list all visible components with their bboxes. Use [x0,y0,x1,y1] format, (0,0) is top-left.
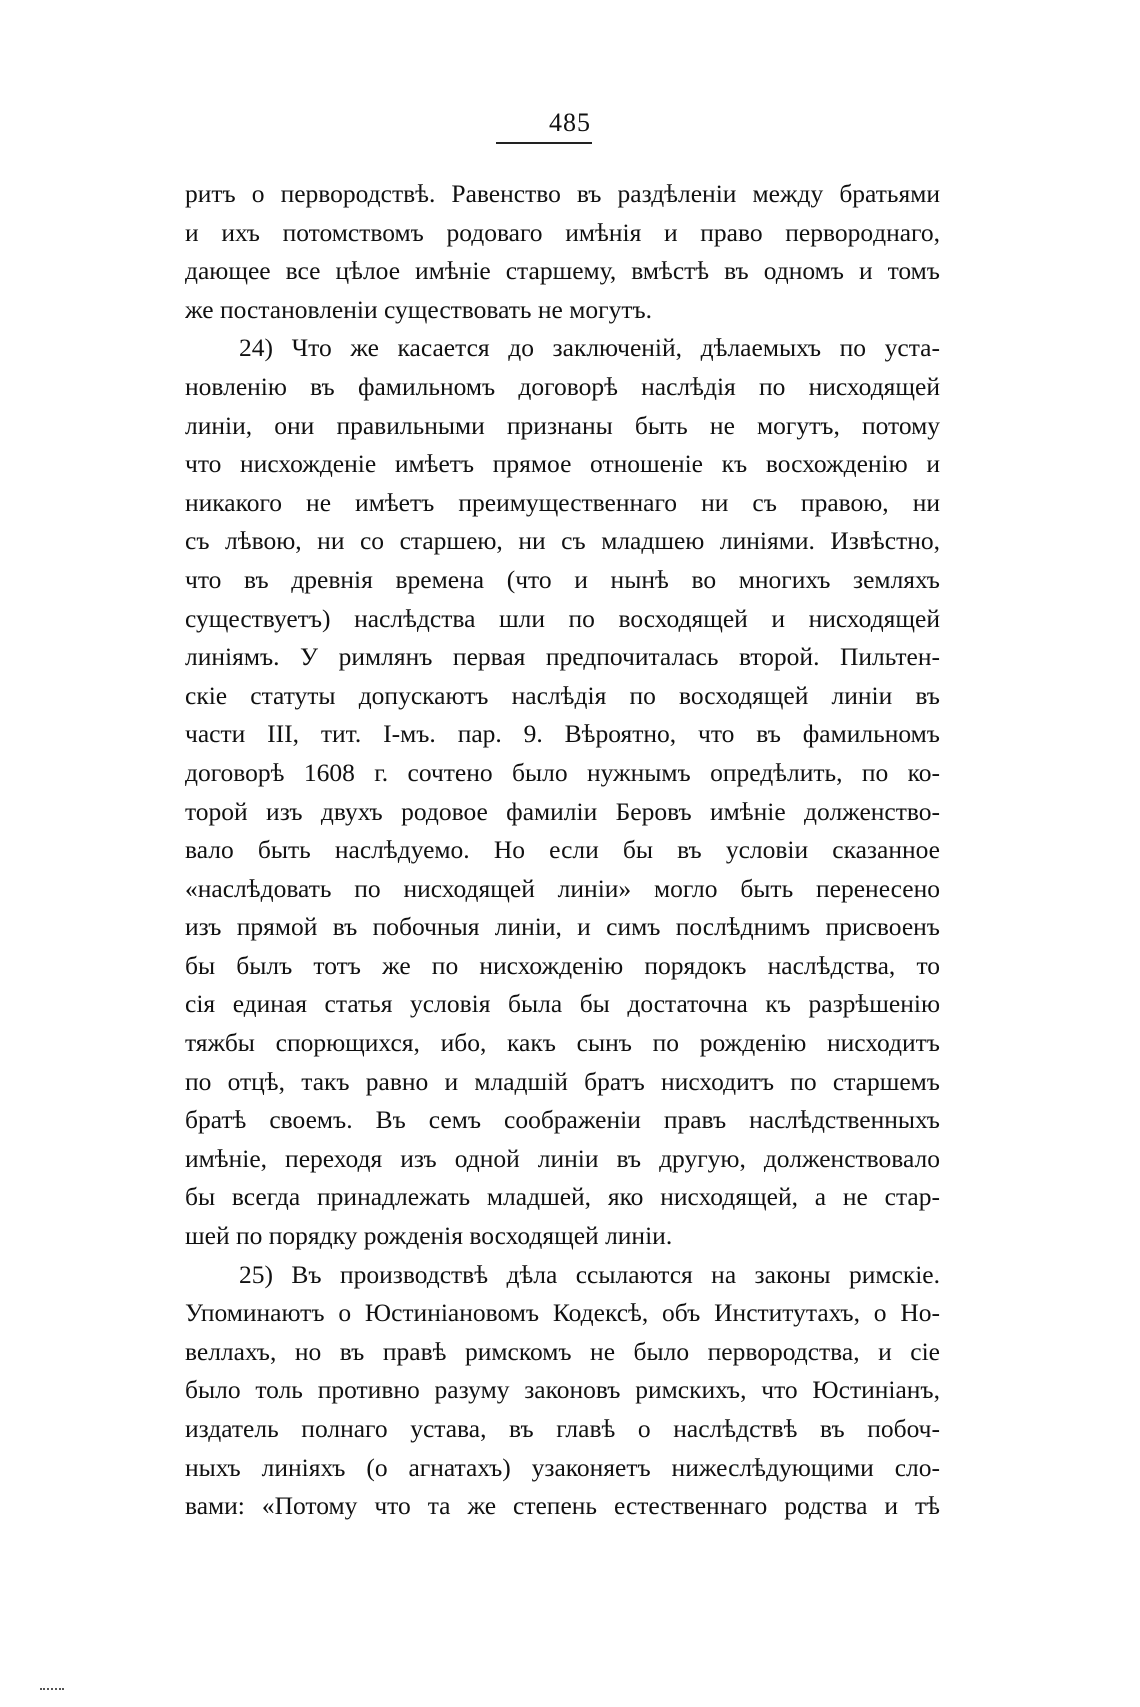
text-line: дающее все цѣлое имѣніе старшему, вмѣстѣ въ одномъ и томъ [185,256,940,286]
text-line: части III, тит. I-мъ. пар. 9. Вѣроятно, что въ фамильномъ [185,719,940,749]
page-number [0,108,1140,140]
text-line: вами: «Потому что та же степень естественнаго родства и тѣ [185,1491,940,1521]
text-line: шей по порядку рожденія восходящей линіи. [185,1221,673,1251]
text-line: линіямъ. У римлянъ первая предпочиталась второй. Пильтен- [185,642,940,672]
text-line: существуетъ) наслѣдства шли по восходящей и нисходящей [185,603,940,633]
text-line: договорѣ 1608 г. сочтено было нужнымъ опредѣлить, по ко- [185,757,940,787]
text-line: сія единая статья условія была бы достаточна къ разрѣшенію [185,989,940,1019]
text-line: Упоминаютъ о Юстиніановомъ Кодексѣ, объ Институтахъ, о Но- [185,1298,940,1328]
text-line: съ лѣвою, ни со старшею, ни съ младшею линіями. Извѣстно, [185,526,940,556]
text-line: новленію въ фамильномъ договорѣ наслѣдія по нисходящей [185,371,940,401]
text-line: издатель полнаго устава, въ главѣ о наслѣдствѣ въ побоч- [185,1414,940,1443]
text-line: никакого не имѣетъ преимущественнаго ни съ правою, ни [185,487,940,517]
margin-mark [40,1688,64,1690]
text-line: веллахъ, но въ правѣ римскомъ не было первородства, и сіе [185,1336,940,1366]
text-line: же постановленіи существовать не могутъ. [185,294,653,324]
text-line: бы всегда принадлежать младшей, яко нисходящей, а не стар- [185,1182,940,1212]
text-line: тяжбы спорющихся, ибо, какъ сынъ по рожденію нисходитъ [185,1028,940,1058]
text-line: ритъ о первородствѣ. Равенство въ раздѣленіи между братьями [185,179,940,208]
text-line: было толь противно разуму законовъ римскихъ, что Юстиніанъ, [185,1375,940,1405]
page-number-text: 485 [549,108,591,137]
text-line: братѣ своемъ. Въ семъ соображеніи правъ наслѣдственныхъ [185,1105,940,1135]
text-line: «наслѣдовать по нисходящей линіи» могло быть перенесено [185,873,940,903]
text-line: вало быть наслѣдуемо. Но если бы въ условіи сказанное [185,835,940,865]
text-line: по отцѣ, такъ равно и младшій братъ нисходитъ по старшемъ [185,1066,940,1096]
text-line: скіе статуты допускаютъ наслѣдія по восходящей линіи въ [185,680,940,710]
text-line: ныхъ линіяхъ (о агнатахъ) узаконяетъ нижеслѣдующими сло- [185,1452,940,1482]
text-line: линіи, они правильными признаны быть не могутъ, потому [185,410,940,440]
text-line: 24) Что же касается до заключеній, дѣлаемыхъ по уста- [239,333,940,363]
text-line: имѣніе, переходя изъ одной линіи въ другую, долженствовало [185,1143,940,1173]
body-text [185,175,940,1526]
text-line: 25) Въ производствѣ дѣла ссылаются на законы римскіе. [239,1259,940,1289]
header-rule [496,142,592,144]
text-line: что нисхожденіе имѣетъ прямое отношеніе къ восхожденію и [185,449,940,479]
text-line: изъ прямой въ побочныя линіи, и симъ послѣднимъ присвоенъ [185,912,940,942]
text-line: и ихъ потомствомъ родоваго имѣнія и право перворoднаго, [185,217,940,247]
text-line: торой изъ двухъ родовое фамиліи Беровъ имѣніе долженство- [185,796,940,826]
text-line: что въ древнія времена (что и нынѣ во многихъ земляхъ [185,564,940,594]
text-line: бы былъ тотъ же по нисхожденію порядокъ наслѣдства, то [185,950,940,980]
